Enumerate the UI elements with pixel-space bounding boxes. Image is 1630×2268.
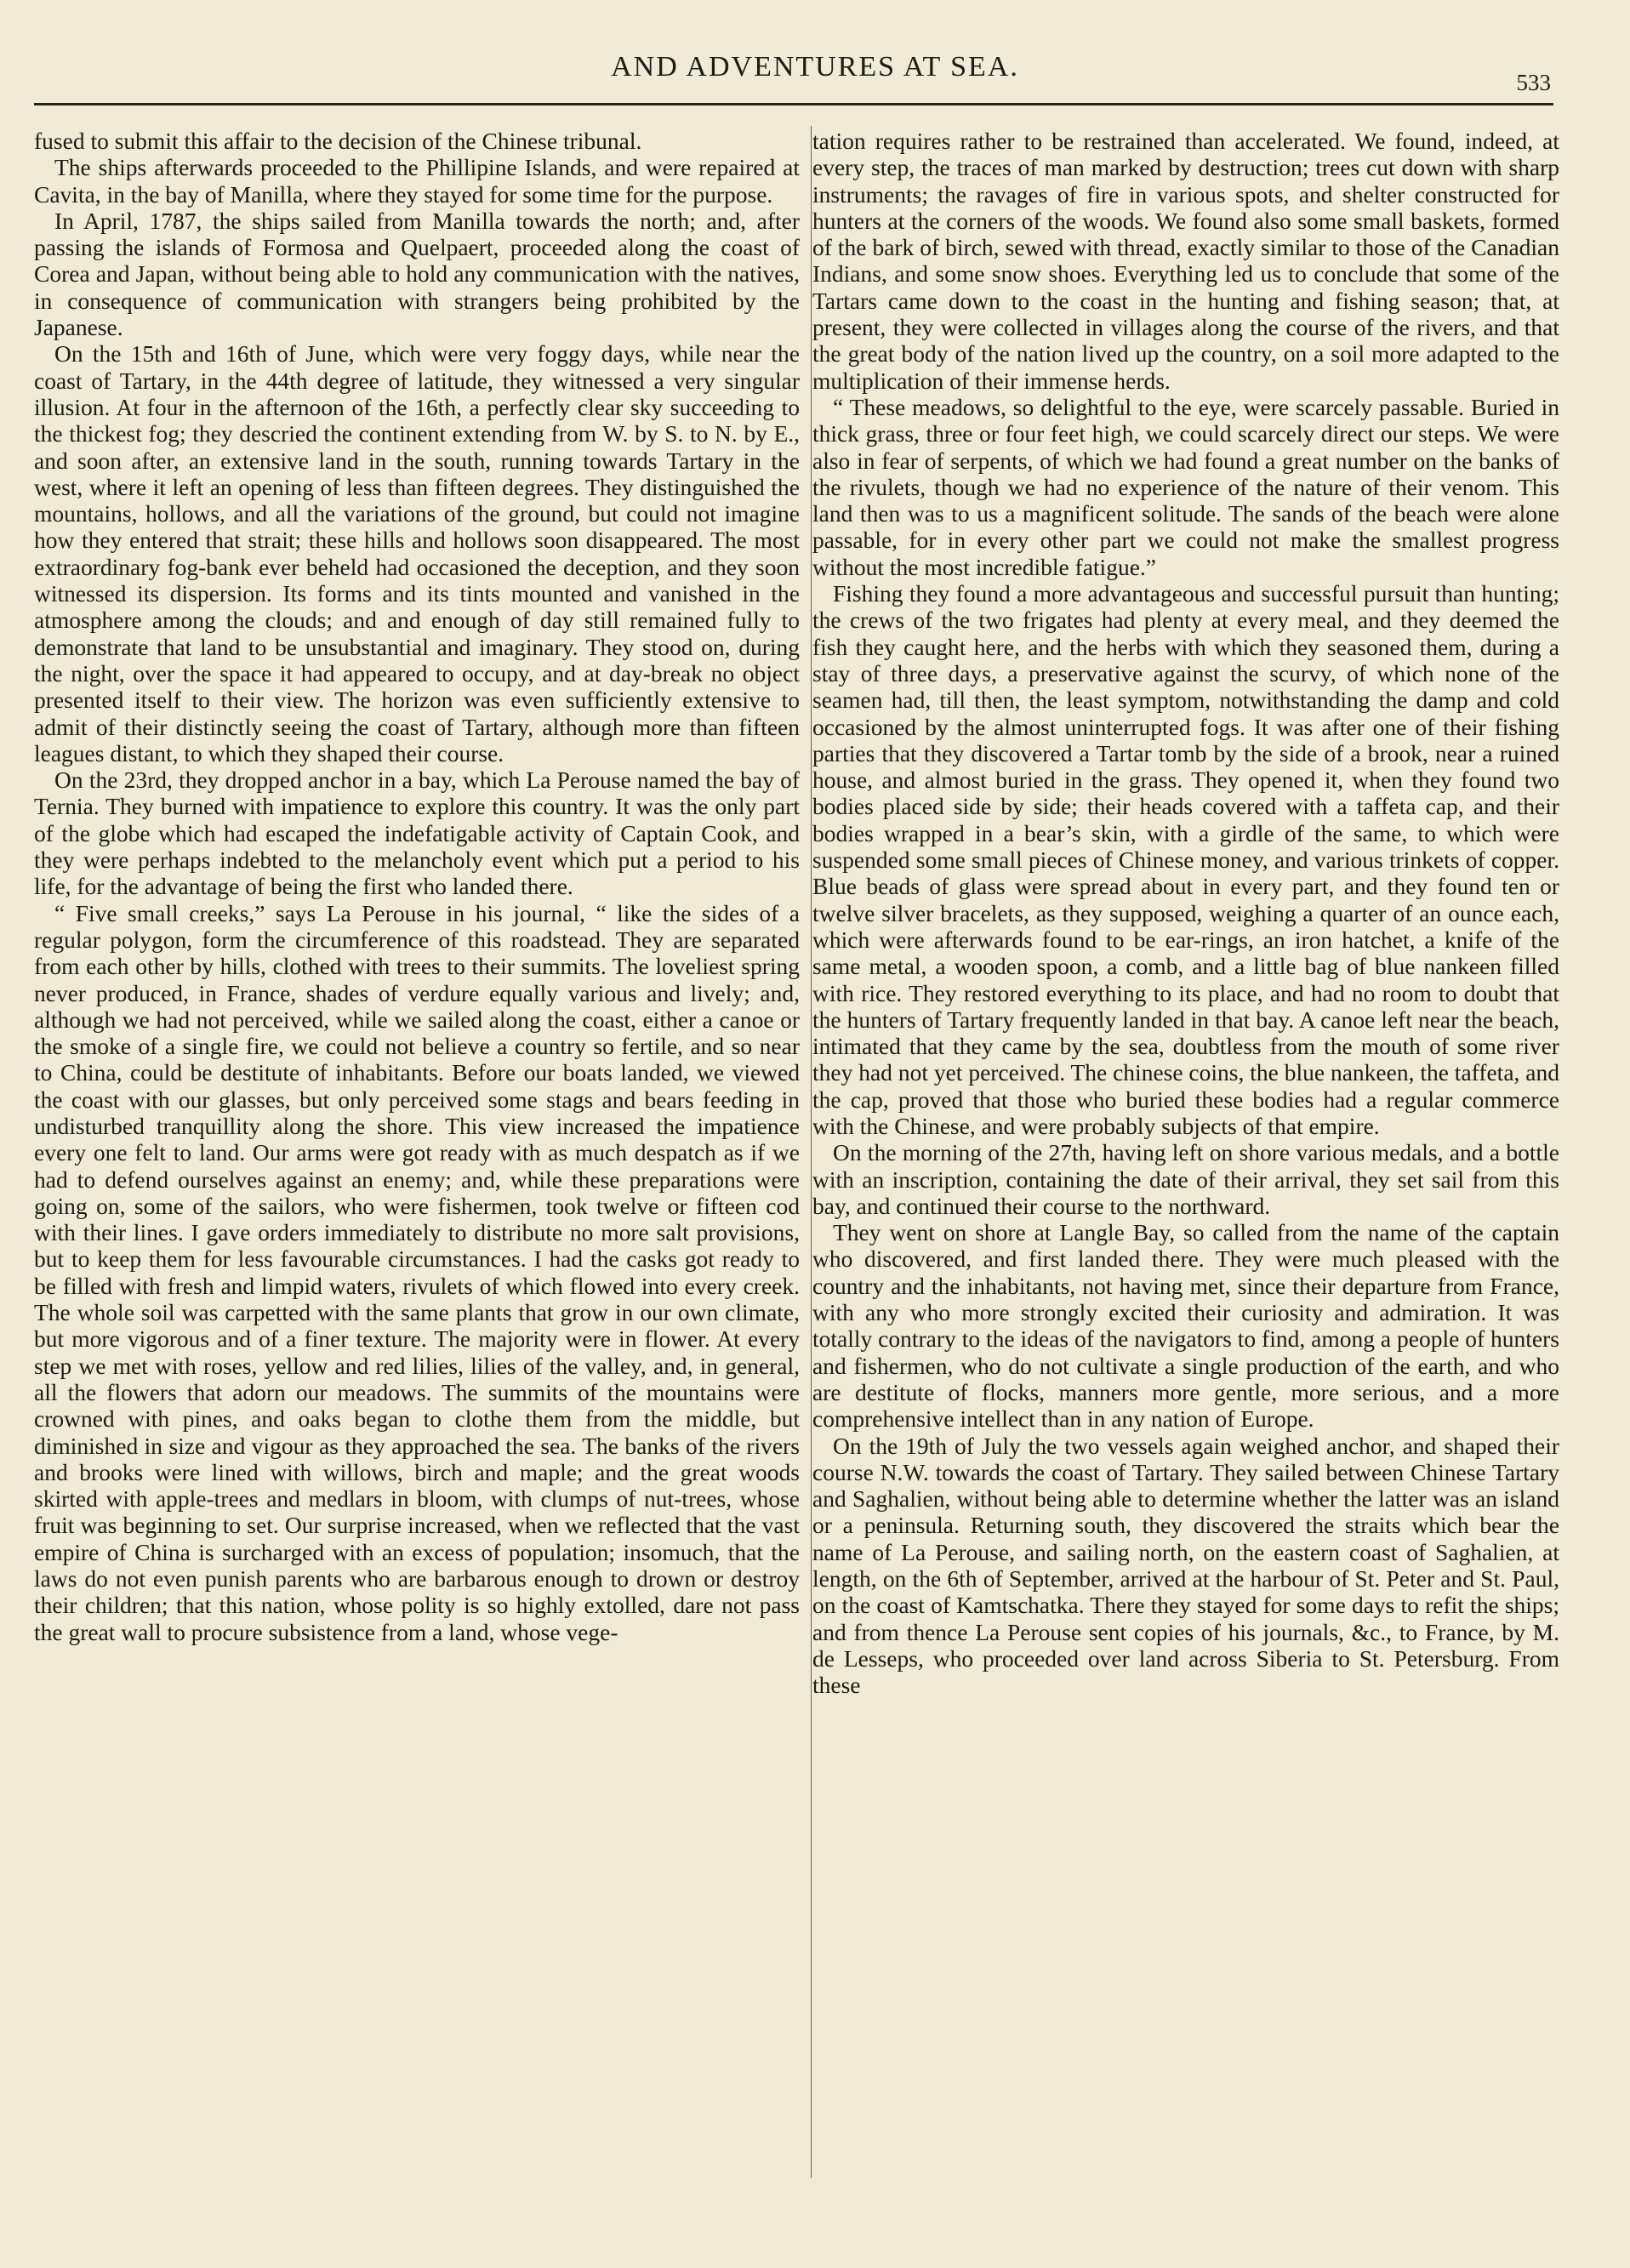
paragraph: In April, 1787, the ships sailed from Manilla towards the north; and, after passing the islands of Formosa and Quelpaert, proceeded along the coast of Corea and Japan, without being able to hold any communication with the natives, in consequence of communication with strangers being prohibited by the Japanese. [34,207,800,341]
paragraph: fused to submit this affair to the decision of the Chinese tribunal. [34,128,642,154]
paragraph: “ Five small creeks,” says La Perouse in his journal, “ like the sides of a regular polygon, form the circumference of this roadstead. They are separated from each other by hills, clothed with trees to their summits. The loveliest spring never produced, in France, shades of verdure equally various and lively; and, although we had not perceived, while we sailed along the coast, either a canoe or the smoke of a single fire, we could not believe a country so fertile, and so near to China, could be destitute of inhabitants. Before our boats landed, we viewed the coast with our glasses, but only perceived some stags and bears feeding in undisturbed tranquillity along the shore. This view increased the impatience every one felt to land. Our arms were got ready with as much despatch as if we had to defend ourselves against an enemy; and, while these preparations were going on, some of the sailors, who were fishermen, took twelve or fifteen cod with their lines. I gave orders immediately to distribute no more salt provisions, but to keep them for less favourable circumstances. I had the casks got ready to be filled with fresh and limpid waters, rivulets of which flowed into every creek. The whole soil was carpetted with the same plants that grow in our own climate, but more vigorous and of a finer texture. The majority were in flower. At every step we met with roses, yellow and red lilies, lilies of the valley, and, in general, all the flowers that adorn our meadows. The summits of the mountains were crowned with pines, and oaks began to clothe them from the middle, but diminished in size and vigour as they approached the sea. The banks of the rivers and brooks were lined with willows, birch and maple; and the great woods skirted with apple-trees and medlars in bloom, with clumps of nut-trees, whose fruit was beginning to set. Our surprise increased, when we reflected that the vast empire of China is surcharged with an excess of population; insomuch, that the laws do not even punish parents who are barbarous enough to drown or destroy their children; that this nation, whose polity is so highly extolled, dare not pass the great wall to procure subsistence from a land, whose vege- [34,899,800,1645]
right-column [812,128,1559,2178]
paragraph: tation requires rather to be restrained than accelerated. We found, indeed, at every step, the traces of man marked by destruction; trees cut down with sharp instruments; the ravages of fire in various spots, and shelter constructed for hunters at the corners of the woods. We found also some small baskets, formed of the bark of birch, sewed with thread, exactly similar to those of the Canadian Indians, and some snow shoes. Everything led us to conclude that some of the Tartars came down to the coast in the hunting and fishing season; that, at present, they were collected in villages along the course of the rivers, and that the great body of the nation lived up the country, on a soil more adapted to the multiplication of their immense herds. [812,128,1559,394]
left-column [34,128,800,2178]
paragraph: Fishing they found a more advantageous and successful pursuit than hunting; the crews of the two frigates had plenty at every meal, and they deemed the fish they caught here, and the herbs with which they seasoned them, during a stay of three days, a preservative against the scurvy, of which none of the seamen had, till then, the least symptom, notwithstanding the damp and cold occasioned by the almost uninterrupted fogs. It was after one of their fishing parties that they discovered a Tartar tomb by the side of a brook, near a ruined house, and almost buried in the grass. They opened it, when they found two bodies placed side by side; their heads covered with a taffeta cap, and their bodies wrapped in a bear’s skin, with a girdle of the same, to which were suspended some small pieces of Chinese money, and various trinkets of copper. Blue beads of glass were spread about in every part, and they found ten or twelve silver bracelets, as they supposed, weighing a quarter of an ounce each, which were afterwards found to be ear-rings, an iron hatchet, a knife of the same metal, a wooden spoon, a comb, and a little bag of blue nankeen filled with rice. They restored everything to its place, and had no room to doubt that the hunters of Tartary frequently landed in that bay. A canoe left near the beach, intimated that they came by the sea, doubtless from the mouth of some river they had not yet perceived. The chinese coins, the blue nankeen, the taffeta, and the cap, proved that those who buried these bodies had a regular commerce with the Chinese, and were probably subjects of that empire. [812,580,1559,1139]
paragraph: On the morning of the 27th, having left on shore various medals, and a bottle with an inscription, containing the date of their arrival, they set sail from this bay, and continued their course to the northward. [812,1139,1559,1219]
column-divider [811,126,812,2178]
running-title: AND ADVENTURES AT SEA. [611,51,1019,83]
paragraph: On the 15th and 16th of June, which were very foggy days, while near the coast of Tartary, in the 44th degree of latitude, they witnessed a very singular illusion. At four in the afternoon of the 16th, a perfectly clear sky succeeding to the thickest fog; they descried the continent extending from W. by S. to N. by E., and soon after, an extensive land in the south, running towards Tartary in the west, where it left an opening of less than fifteen degrees. They distinguished the mountains, hollows, and all the variations of the ground, but could not imagine how they entered that strait; these hills and hollows soon disappeared. The most extraordinary fog-bank ever beheld had occasioned the deception, and they soon witnessed its dispersion. Its forms and its tints mounted and vanished in the atmosphere among the clouds; and and enough of day still remained fully to demonstrate that land to be unsubstantial and imaginary. They stood on, during the night, over the space it had appeared to occupy, and at day-break no object presented itself to their view. The horizon was even sufficiently extensive to admit of their distinctly seeing the coast of Tartary, although more than fifteen leagues distant, to which they shaped their course. [34,340,800,766]
paragraph: On the 19th of July the two vessels again weighed anchor, and shaped their course N.W. towards the coast of Tartary. They sailed between Chinese Tartary and Saghalien, without being able to determine whether the latter was an island or a peninsula. Returning south, they discovered the straits which bear the name of La Perouse, and sailing north, on the eastern coast of Saghalien, at length, on the 6th of September, arrived at the harbour of St. Peter and St. Paul, on the coast of Kamtschatka. There they stayed for some days to refit the ships; and from thence La Perouse sent copies of his journals, &c., to France, by M. de Lesseps, who proceeded over land across Siberia to St. Petersburg. From these [812,1432,1559,1699]
paragraph: “ These meadows, so delightful to the eye, were scarcely passable. Buried in thick grass, three or four feet high, we could scarcely direct our steps. We were also in fear of serpents, of which we had found a great number on the banks of the rivulets, though we had no experience of the nature of their venom. This land then was to us a magnificent solitude. The sands of the beach were alone passable, for in every other part we could not make the smallest progress without the most incredible fatigue.” [812,393,1559,580]
paragraph: They went on shore at Langle Bay, so called from the name of the captain who discovered, and first landed there. They were much pleased with the country and the inhabitants, not having met, since their departure from France, with any who more strongly excited their curiosity and admiration. It was totally contrary to the ideas of the navigators to find, among a people of hunters and fishermen, who do not cultivate a single production of the earth, and who are destitute of flocks, manners more gentle, more serious, and a more comprehensive intellect than in any nation of Europe. [812,1219,1559,1433]
header-rule [34,103,1553,105]
paragraph: On the 23rd, they dropped anchor in a bay, which La Perouse named the bay of Ternia. They burned with impatience to explore this country. It was the only part of the globe which had escaped the indefatigable activity of Captain Cook, and they were perhaps indebted to the melancholy event which put a period to his life, for the advantage of being the first who landed there. [34,766,800,900]
paragraph: The ships afterwards proceeded to the Phillipine Islands, and were repaired at Cavita, in the bay of Manilla, where they stayed for some time for the purpose. [34,154,800,208]
page-number: 533 [1516,70,1551,95]
